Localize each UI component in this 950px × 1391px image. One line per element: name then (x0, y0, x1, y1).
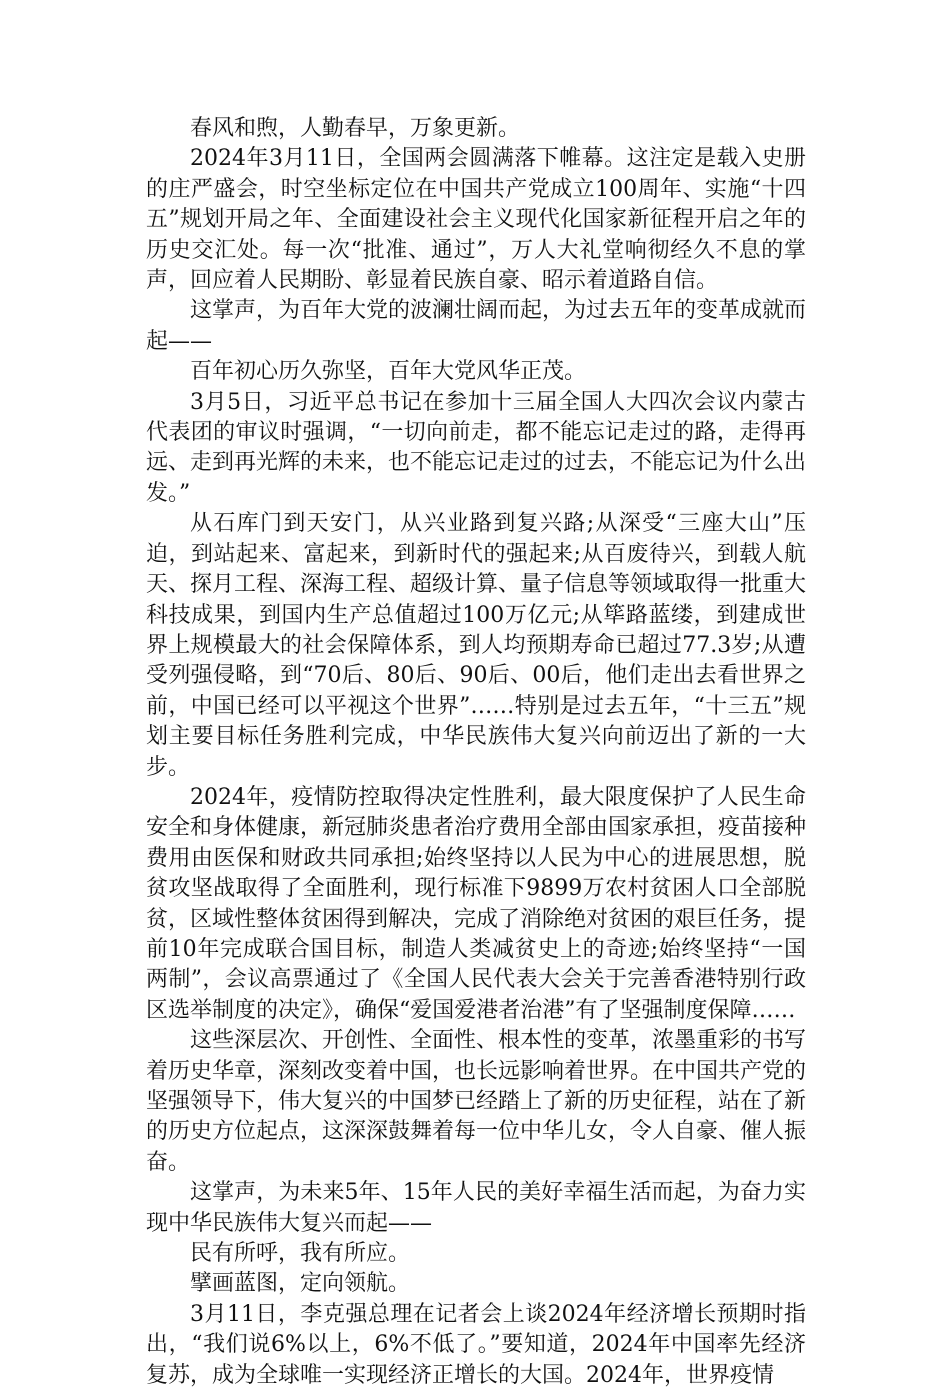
paragraph: 这掌声，为百年大党的波澜壮阔而起，为过去五年的变革成就而起—— (146, 298, 807, 354)
paragraph: 3月11日，李克强总理在记者会上谈2024年经济增长预期时指出，“我们说6%以上，6%不低了。”要知道，2024年中国率先经济复苏，成为全球唯一实现经济正增长的大国。2024年，世界疫情 (146, 1301, 806, 1388)
body-text (146, 114, 806, 1391)
paragraph: 从石库门到天安门，从兴业路到复兴路;从深受“三座大山”压迫，到站起来、富起来，到新时代的强起来;从百废待兴，到载人航天、探月工程、深海工程、超级计算、量子信息等领域取得一批重大科技成果，到国内生产总值超过100万亿元;从筚路蓝缕，到建成世界上规模最大的社会保障体系，到人均预期寿命已超过77.3岁;从遭受列强侵略，到“70后、80后、90后、00后，他们走出去看世界之前，中国已经可以平视这个世界”……特别是过去五年，“十三五”规划主要目标任务胜利完成，中华民族伟大复兴向前迈出了新的一大步。 (146, 511, 807, 780)
paragraph: 百年初心历久弥坚，百年大党风华正茂。 (190, 359, 587, 385)
paragraph: 2024年，疫情防控取得决定性胜利，最大限度保护了人民生命安全和身体健康，新冠肺炎患者治疗费用全部由国家承担，疫苗接种费用由医保和财政共同承担;始终坚持以人民为中心的进展思想，脱贫攻坚战取得了全面胜利，现行标准下9899万农村贫困人口全部脱贫，区域性整体贫困得到解决，完成了消除绝对贫困的艰巨任务，提前10年完成联合国目标，制造人类减贫史上的奇迹;始终坚持“一国两制”，会议高票通过了《全国人民代表大会关于完善香港特别行政区选举制度的决定》，确保“爱国爱港者治港”有了坚强制度保障…… (146, 784, 807, 1023)
paragraph: 擘画蓝图，定向领航。 (190, 1271, 411, 1297)
paragraph: 春风和煦，人勤春早，万象更新。 (190, 116, 521, 141)
paragraph: 这掌声，为未来5年、15年人民的美好幸福生活而起，为奋力实现中华民族伟大复兴而起—— (146, 1180, 806, 1236)
paragraph: 这些深层次、开创性、全面性、根本性的变革，浓墨重彩的书写着历史华章，深刻改变着中国，也长远影响着世界。在中国共产党的坚强领导下，伟大复兴的中国梦已经踏上了新的历史征程，站在了新的历史方位起点，这深深鼓舞着每一位中华儿女，令人自豪、催人振奋。 (146, 1028, 807, 1175)
paragraph: 2024年3月11日，全国两会圆满落下帷幕。这注定是载入史册的庄严盛会，时空坐标定位在中国共产党成立100周年、实施“十四五”规划开局之年、全面建设社会主义现代化国家新征程开启之年的历史交汇处。每一次“批准、通过”，万人大礼堂响彻经久不息的掌声，回应着人民期盼、彰显着民族自豪、昭示着道路自信。 (146, 146, 806, 294)
paragraph: 3月5日，习近平总书记在参加十三届全国人大四次会议内蒙古代表团的审议时强调，“一切向前走，都不能忘记走过的路，走得再远、走到再光辉的未来，也不能忘记走过的过去，不能忘记为什么出发。” (146, 389, 807, 506)
paragraph: 民有所呼，我有所应。 (190, 1241, 411, 1267)
